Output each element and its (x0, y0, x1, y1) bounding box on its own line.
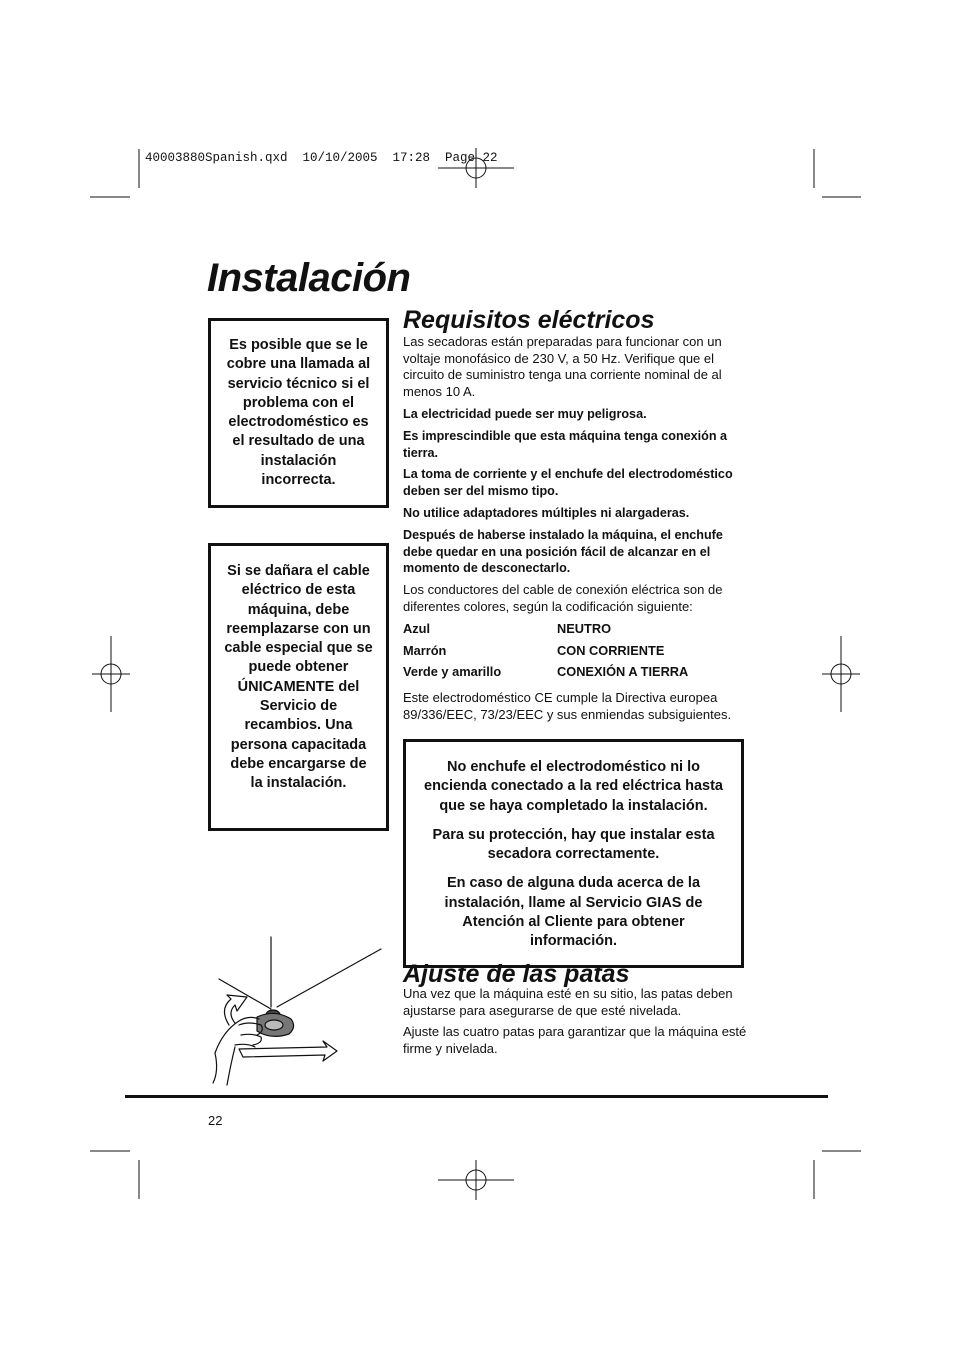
ce-compliance: Este electrodoméstico CE cumple la Directiva europea 89/336/EEC, 73/23/EEC y sus enmiendas subsiguientes. (403, 690, 732, 722)
electrical-intro: Las secadoras están preparadas para funcionar con un voltaje monofásico de 230 V, a 50 Hz. Verifique que el circuito de suministro tenga una corriente nominal de al menos 10 A. (403, 333, 722, 400)
page-title: Instalación (207, 256, 411, 300)
warning-box-p1: No enchufe el electrodoméstico ni lo encienda conectado a la red eléctrica hasta que se haya completado la instalación. (424, 759, 723, 814)
wires-intro: Los conductores del cable de conexión eléctrica son de diferentes colores, según la codificación siguiente: (403, 582, 723, 614)
installation-warning-box (403, 739, 744, 968)
wire-meaning: CONEXIÓN A TIERRA (557, 664, 689, 680)
page-number: 22 (208, 1113, 223, 1128)
electrical-warning-5: Después de haberse instalado la máquina, el enchufe debe quedar en una posición fácil de alcanzar en el momento de desconectarlo. (403, 527, 723, 576)
warning-box-p2: Para su protección, hay que instalar esta secadora correctamente. (432, 826, 715, 863)
feet-adjustment-section (403, 960, 748, 1063)
electrical-requirements-heading: Requisitos eléctricos (403, 306, 655, 334)
notice-box-2-text: Si se dañara el cable eléctrico de esta máquina, debe reemplazarse con un cable especial que se puede obtener ÚNICAMENTE del Servicio de recambios. Una persona capacitada debe encargarse de la instalación. (224, 563, 373, 792)
notice-box-1-text: Es posible que se le cobre una llamada al servicio técnico si el problema con el electrodoméstico es el resultado de una instalación incorrecta. (226, 337, 371, 489)
electrical-warning-3: La toma de corriente y el enchufe del electrodoméstico deben ser del mismo tipo. (403, 467, 733, 499)
feet-paragraph-2: Ajuste las cuatro patas para garantizar que la máquina esté firme y nivelada. (403, 1024, 747, 1057)
footer-rule (125, 1095, 828, 1098)
electrical-warning-4: No utilice adaptadores múltiples ni alargaderas. (403, 505, 690, 520)
electrical-warning-1: La electricidad puede ser muy peligrosa. (403, 406, 647, 421)
wire-color: Verde y amarillo (403, 664, 502, 680)
electrical-warning-2: Es imprescindible que esta máquina tenga conexión a tierra. (403, 428, 728, 460)
wire-meaning: NEUTRO (557, 620, 612, 636)
notice-box-power-cable (208, 543, 389, 831)
table-row (403, 621, 688, 643)
wire-color: Azul (403, 620, 431, 636)
hand-adjusting-foot-icon (205, 935, 387, 1087)
feet-adjustment-heading: Ajuste de las patas (403, 960, 630, 988)
file-slug-line: 40003880Spanish.qxd 10/10/2005 17:28 Page 22 (145, 151, 498, 165)
feet-paragraph-1: Una vez que la máquina esté en su sitio, las patas deben ajustarse para asegurarse de que esté nivelada. (403, 985, 733, 1018)
wire-meaning: CON CORRIENTE (557, 642, 665, 658)
table-row (403, 664, 688, 686)
notice-box-incorrect-installation (208, 318, 389, 508)
electrical-requirements-section (403, 306, 748, 729)
wire-color-table (403, 621, 688, 686)
warning-box-p3: En caso de alguna duda acerca de la instalación, llame al Servicio GIAS de Atención al Cliente para obtener información. (444, 875, 703, 950)
table-row (403, 643, 688, 665)
wire-color: Marrón (403, 642, 447, 658)
